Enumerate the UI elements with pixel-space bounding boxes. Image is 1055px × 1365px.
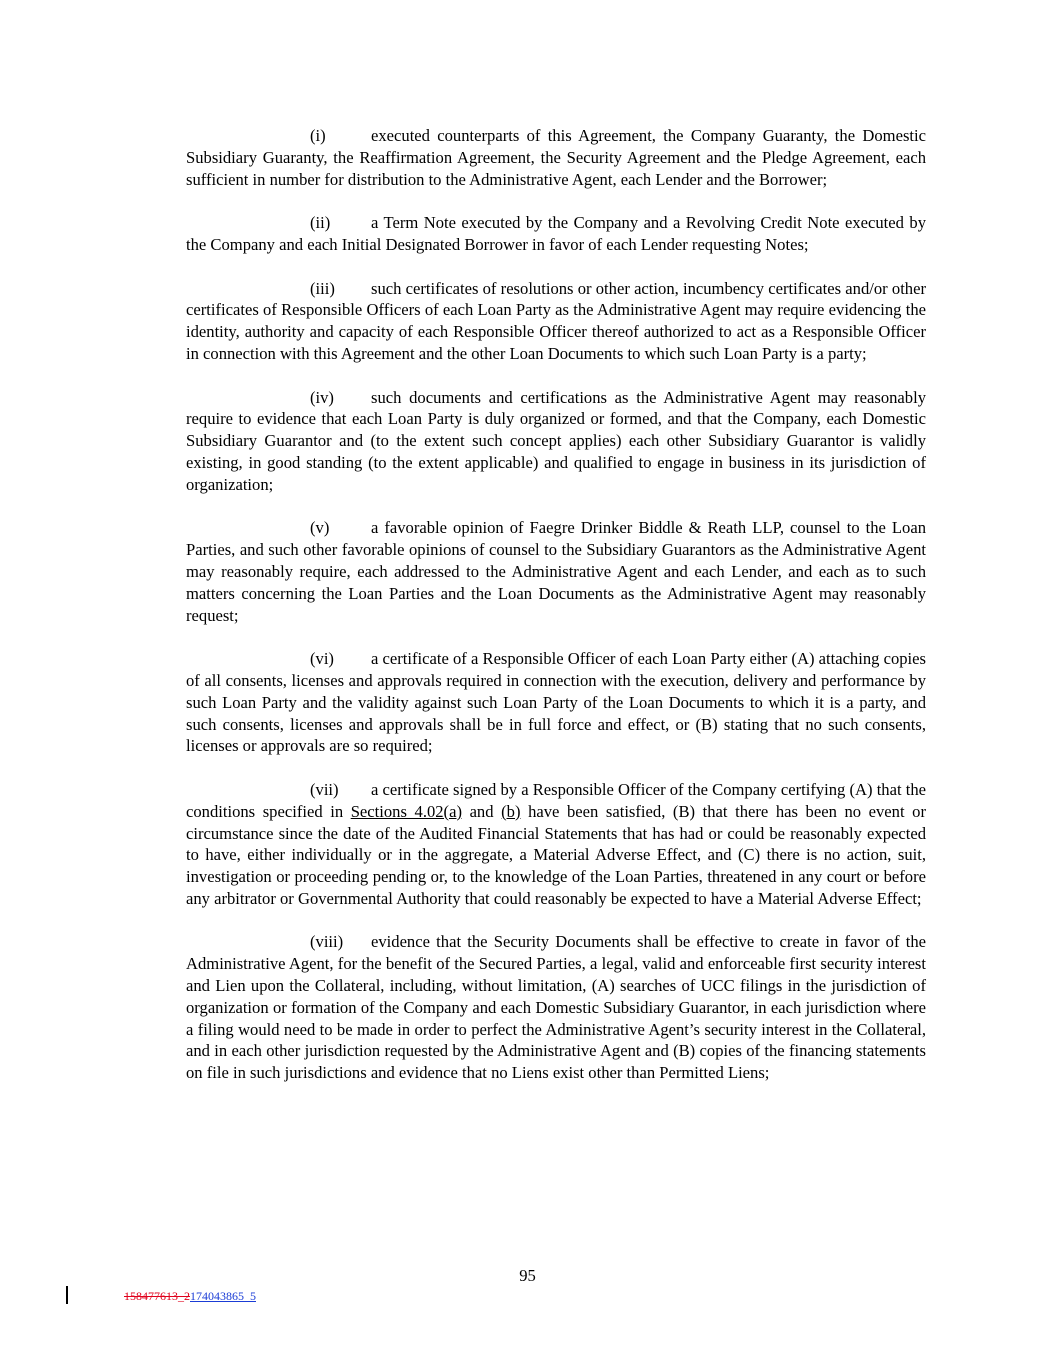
paragraph-number: (v)	[310, 518, 330, 538]
paragraph-text: a certificate signed by a Responsible Officer of the Company certifying (A) that the conditions specified in	[186, 779, 926, 821]
paragraph-number: (viii)	[310, 932, 344, 952]
paragraph-vi	[186, 648, 926, 757]
paragraph-text: a favorable opinion of Faegre Drinker Biddle & Reath LLP, counsel to the Loan Parties, and such other favorable opinions of counsel to the Subsidiary Guarantors as the Administrative Agent may reasonably require, each addressed to the Administrative Agent and each Lender, and each as to such matters concerning the Loan Parties and the Loan Documents as the Administrative Agent may reasonably request;	[186, 518, 926, 625]
paragraph-iv	[186, 387, 926, 496]
paragraph-text: such certificates of resolutions or other action, incumbency certificates and/or other certificates of Responsible Officers of each Loan Party as the Administrative Agent may require evidencing the identity, authority and capacity of each Responsible Officer thereof authorized to act as a Responsible Officer in connection with this Agreement and the other Loan Documents to which such Loan Party is a party;	[186, 278, 926, 363]
section-reference-link[interactable]: (b)	[501, 801, 521, 821]
paragraph-text: evidence that the Security Documents shall be effective to create in favor of the Administrative Agent, for the benefit of the Secured Parties, a legal, valid and enforceable first security interest and Lien upon the Collateral, including, without limitation, (A) searches of UCC filings in the jurisdiction of organization or formation of the Company and each Domestic Subsidiary Guarantor, in each jurisdiction where a filing would need to be made in order to perfect the Administrative Agent’s security interest in the Collateral, and in each other jurisdiction requested by the Administrative Agent and (B) copies of the financing statements on file in such jurisdictions and evidence that no Liens exist other than Permitted Liens;	[186, 932, 926, 1083]
document-id-inserted: 174043865_5	[190, 1289, 256, 1303]
paragraph-vii	[186, 779, 926, 910]
paragraph-text: executed counterparts of this Agreement, the Company Guaranty, the Domestic Subsidiary Guaranty, the Reaffirmation Agreement, the Security Agreement and the Pledge Agreement, each sufficient in number for distribution to the Administrative Agent, each Lender and the Borrower;	[186, 126, 926, 189]
paragraph-number: (iii)	[310, 278, 335, 298]
document-id	[124, 1289, 256, 1304]
change-bar	[66, 1286, 68, 1304]
paragraph-number: (ii)	[310, 213, 331, 233]
paragraph-v	[186, 517, 926, 626]
paragraph-i	[186, 125, 926, 190]
document-body	[186, 125, 926, 1106]
paragraph-text: have been satisfied, (B) that there has been no event or circumstance since the date of the Audited Financial Statements that has had or could be reasonably expected to have, either individually or in the aggregate, a Material Adverse Effect, and (C) there is no action, suit, investigation or proceeding pending or, to the knowledge of the Loan Parties, threatened in any court or before any arbitrator or Governmental Authority that could reasonably be expected to have a Material Adverse Effect;	[186, 801, 926, 908]
paragraph-number: (iv)	[310, 387, 334, 407]
paragraph-iii	[186, 278, 926, 365]
paragraph-text: and	[461, 801, 502, 821]
paragraph-text: a Term Note executed by the Company and a Revolving Credit Note executed by the Company and each Initial Designated Borrower in favor of each Lender requesting Notes;	[186, 213, 926, 254]
section-reference-link[interactable]: Sections 4.02(a)	[350, 801, 462, 821]
page-number: 95	[519, 1266, 536, 1285]
paragraph-number: (i)	[310, 126, 326, 145]
paragraph-viii	[186, 931, 926, 1084]
document-id-deleted: 158477613_2	[124, 1289, 190, 1303]
paragraph-number: (vi)	[310, 649, 334, 669]
paragraph-ii	[186, 212, 926, 256]
paragraph-number: (vii)	[310, 779, 339, 799]
paragraph-text: such documents and certifications as the Administrative Agent may reasonably require to evidence that each Loan Party is duly organized or formed, and that the Company, each Domestic Subsidiary Guarantor and (to the extent such concept applies) each other Subsidiary Guarantor is validly existing, in good standing (to the extent applicable) and qualified to engage in business in its jurisdiction of organization;	[186, 387, 926, 494]
paragraph-text: a certificate of a Responsible Officer of each Loan Party either (A) attaching copies of all consents, licenses and approvals required in connection with the execution, delivery and performance by such Loan Party and the validity against such Loan Party of the Loan Documents to which it is a party, and such consents, licenses and approvals shall be in full force and effect, or (B) stating that no such consents, licenses or approvals are so required;	[186, 649, 926, 756]
